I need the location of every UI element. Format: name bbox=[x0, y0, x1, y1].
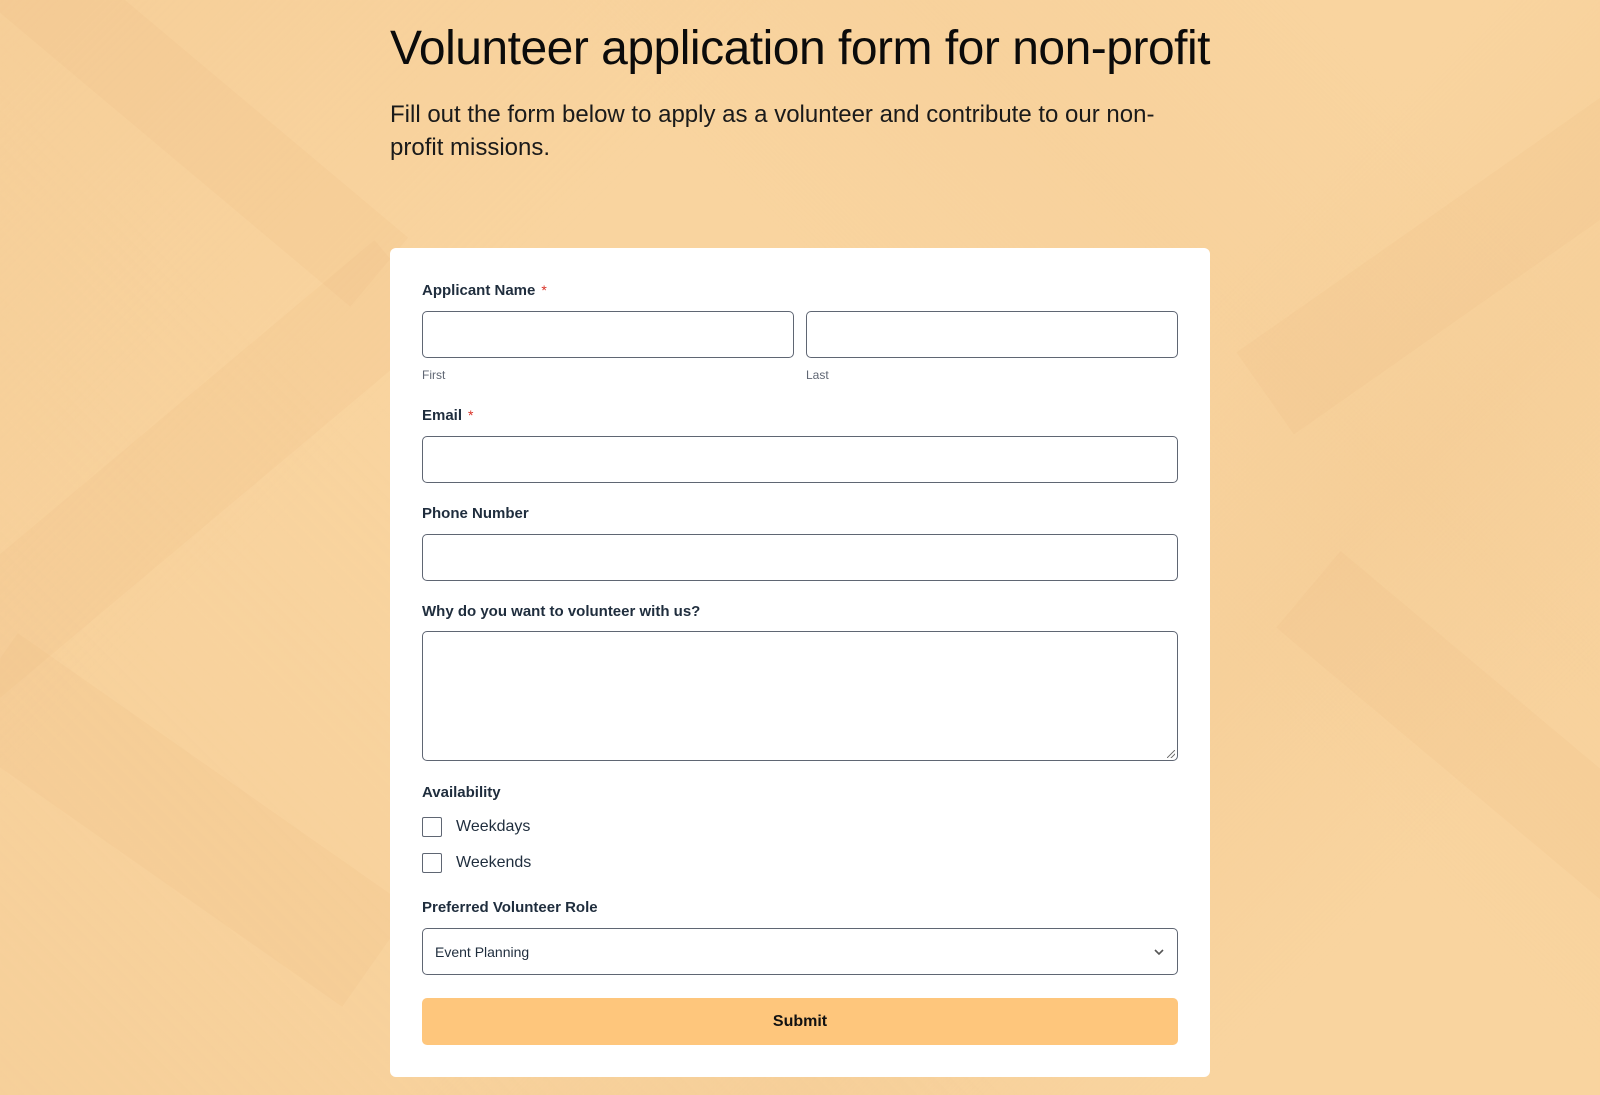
availability-option-weekends[interactable] bbox=[422, 853, 531, 873]
last-name-sublabel: Last bbox=[806, 368, 829, 382]
availability-option-weekdays[interactable] bbox=[422, 817, 530, 837]
why-volunteer-label: Why do you want to volunteer with us? bbox=[422, 603, 701, 620]
form-card bbox=[390, 248, 1210, 1077]
background-shape bbox=[0, 0, 408, 307]
role-selected-value: Event Planning bbox=[435, 943, 530, 960]
background-shape bbox=[1237, 66, 1600, 435]
email-label bbox=[422, 407, 473, 424]
background-shape bbox=[0, 633, 411, 1007]
weekends-label: Weekends bbox=[456, 854, 532, 871]
page-description: Fill out the form below to apply as a volunteer and contribute to our non-profit missions. bbox=[390, 101, 1155, 161]
required-marker: * bbox=[541, 282, 547, 298]
role-label: Preferred Volunteer Role bbox=[422, 899, 598, 916]
role-select[interactable] bbox=[422, 928, 1178, 975]
page-header bbox=[390, 0, 1210, 164]
availability-label: Availability bbox=[422, 784, 501, 801]
why-volunteer-textarea[interactable] bbox=[422, 631, 1178, 761]
weekends-checkbox[interactable] bbox=[422, 853, 442, 873]
first-name-sublabel: First bbox=[422, 368, 446, 382]
submit-button[interactable]: Submit bbox=[422, 998, 1178, 1045]
applicant-name-label-text: Applicant Name bbox=[422, 282, 536, 299]
weekdays-checkbox[interactable] bbox=[422, 817, 442, 837]
email-input[interactable] bbox=[422, 436, 1178, 483]
resize-handle-icon[interactable] bbox=[1167, 750, 1175, 758]
last-name-input[interactable] bbox=[806, 311, 1178, 358]
first-name-input[interactable] bbox=[422, 311, 794, 358]
phone-input[interactable] bbox=[422, 534, 1178, 581]
weekdays-label: Weekdays bbox=[456, 818, 531, 835]
background-shape bbox=[1276, 551, 1600, 949]
chevron-down-icon bbox=[1153, 946, 1165, 958]
phone-label: Phone Number bbox=[422, 505, 529, 522]
background-shape bbox=[0, 240, 445, 710]
applicant-name-label bbox=[422, 282, 547, 299]
email-label-text: Email bbox=[422, 407, 463, 424]
required-marker: * bbox=[468, 407, 474, 423]
page-title: Volunteer application form for non-profit bbox=[390, 22, 1210, 75]
